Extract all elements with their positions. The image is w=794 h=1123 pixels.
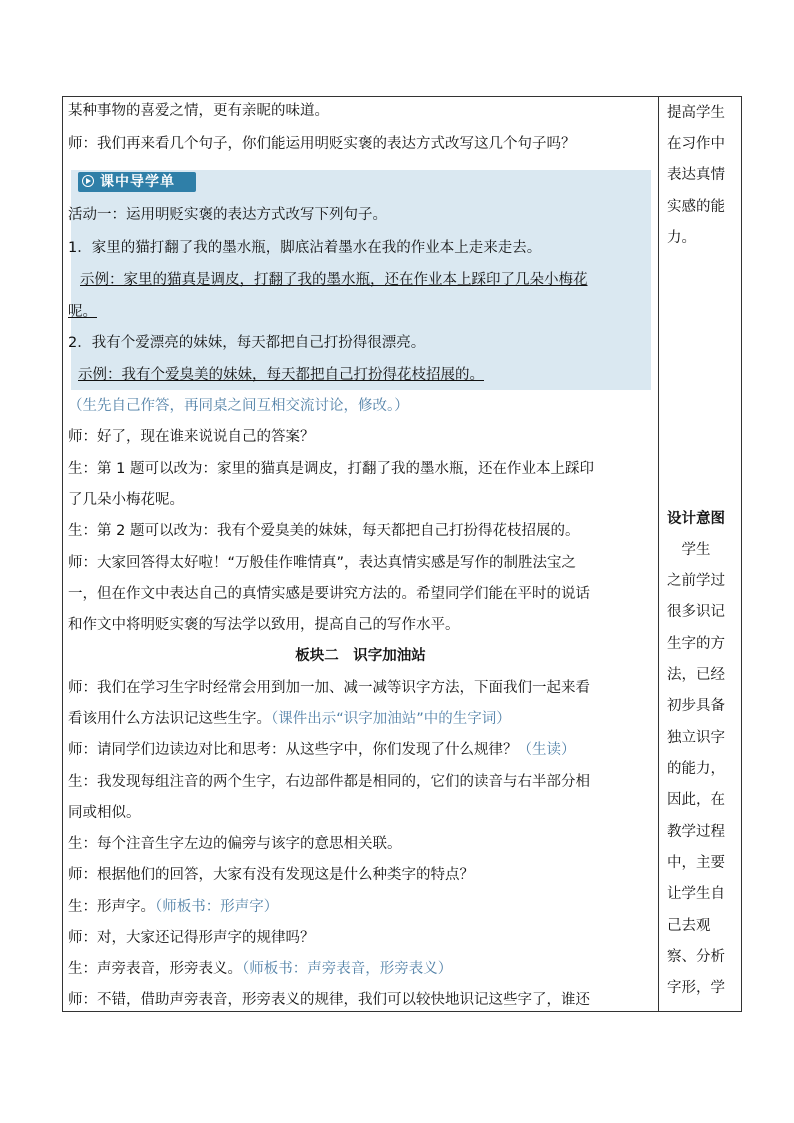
side-text-line: 生字的方 — [667, 636, 725, 652]
side-text-line: 提高学生 — [667, 105, 725, 121]
text-line: 师：不错，借助声旁表音，形旁表义的规律，我们可以较快地识记这些字了，谁还 — [68, 992, 590, 1008]
guide-question-1: 1．家里的猫打翻了我的墨水瓶，脚底沾着墨水在我的作业本上走来走去。 — [68, 240, 542, 256]
side-text-line: 在习作中 — [667, 136, 725, 152]
side-text-line: 让学生自 — [667, 886, 725, 902]
side-text-line: 法，已经 — [667, 667, 725, 683]
text-span: 生：声旁表音，形旁表义。 — [68, 961, 242, 977]
text-line: 了几朵小梅花呢。 — [68, 492, 184, 508]
text-line: 一，但在作文中表达自己的真情实感是要讲究方法的。希望同学们能在平时的说话 — [68, 586, 590, 602]
teacher-note: （师板书：形声字） — [155, 899, 279, 915]
teacher-note: （课件出示“识字加油站”中的生字词） — [271, 711, 511, 727]
guide-title: 课中导学单 — [100, 174, 175, 190]
side-text-line: 很多识记 — [667, 604, 725, 620]
guide-question-2: 2．我有个爱漂亮的妹妹，每天都把自己打扮得很漂亮。 — [68, 335, 426, 351]
side-text-line: 表达真情 — [667, 167, 725, 183]
design-intent-heading: 设计意图 — [667, 511, 725, 527]
teacher-note: （生读） — [517, 742, 576, 758]
section-title: 板块二 识字加油站 — [295, 648, 426, 664]
guide-answer-1-cont: 呢。 — [68, 304, 97, 320]
side-text-line: 初步具备 — [667, 698, 725, 714]
side-text-line: 的能力， — [667, 761, 725, 777]
text-line — [68, 740, 576, 760]
side-text-line: 独立识字 — [667, 730, 725, 746]
text-line: 某种事物的喜爱之情，更有亲昵的味道。 — [68, 103, 329, 119]
text-line: 师：根据他们的回答，大家有没有发现这是什么种类字的特点？ — [68, 867, 474, 883]
side-text-line: 察、分析 — [667, 949, 725, 965]
text-span: 师：请同学们边读边对比和思考：从这些字中，你们发现了什么规律？ — [68, 742, 518, 758]
teacher-note: （生先自己作答，再同桌之间互相交流讨论，修改。） — [68, 398, 409, 414]
side-text-line: 教学过程 — [667, 824, 725, 840]
text-line: 生：第 1 题可以改为：家里的猫真是调皮，打翻了我的墨水瓶，还在作业本上踩印 — [68, 461, 594, 477]
text-line: 师：我们再来看几个句子，你们能运用明贬实褒的表达方式改写这几个句子吗？ — [68, 136, 576, 152]
side-text-line: 学生 — [667, 542, 711, 558]
text-line: 生：第 2 题可以改为：我有个爱臭美的妹妹，每天都把自己打扮得花枝招展的。 — [68, 523, 580, 539]
side-text-line: 己去观 — [667, 918, 711, 934]
side-text-line: 力。 — [667, 230, 696, 246]
text-line: 同或相似。 — [68, 805, 141, 821]
text-line — [68, 959, 452, 979]
text-line: 师：好了，现在谁来说说自己的答案？ — [68, 429, 315, 445]
text-line — [68, 897, 278, 917]
column-divider — [658, 97, 659, 1011]
text-line: 师：对，大家还记得形声字的规律吗？ — [68, 930, 315, 946]
guide-answer-2: 示例：我有个爱臭美的妹妹，每天都把自己打扮得花枝招展的。 — [78, 367, 484, 383]
side-text-line: 实感的能 — [667, 199, 725, 215]
guide-tag — [78, 172, 196, 192]
text-span: 生：形声字。 — [68, 899, 155, 915]
guide-answer-1: 示例：家里的猫真是调皮，打翻了我的墨水瓶，还在作业本上踩印了几朵小梅花 — [80, 272, 588, 288]
play-circle-icon — [82, 175, 94, 187]
lesson-plan-table — [62, 96, 742, 1012]
text-line: 和作文中将明贬实褒的写法学以致用，提高自己的写作水平。 — [68, 617, 460, 633]
side-text-line: 字形，学 — [667, 980, 725, 996]
guide-activity: 活动一：运用明贬实褒的表达方式改写下列句子。 — [68, 207, 387, 223]
side-text-line: 因此，在 — [667, 792, 725, 808]
side-text-line: 之前学过 — [667, 573, 725, 589]
teacher-note: （师板书：声旁表音，形旁表义） — [242, 961, 453, 977]
text-span: 看该用什么方法识记这些生字。 — [68, 711, 271, 727]
text-line: 师：我们在学习生字时经常会用到加一加、减一减等识字方法，下面我们一起来看 — [68, 680, 590, 696]
text-line: 师：大家回答得太好啦！“万般佳作唯情真”，表达真情实感是写作的制胜法宝之 — [68, 555, 577, 571]
text-line: 生：每个注音生字左边的偏旁与该字的意思相关联。 — [68, 836, 402, 852]
side-text-line: 中，主要 — [667, 855, 725, 871]
text-line: 生：我发现每组注音的两个生字，右边部件都是相同的，它们的读音与右半部分相 — [68, 774, 590, 790]
text-line — [68, 709, 511, 729]
